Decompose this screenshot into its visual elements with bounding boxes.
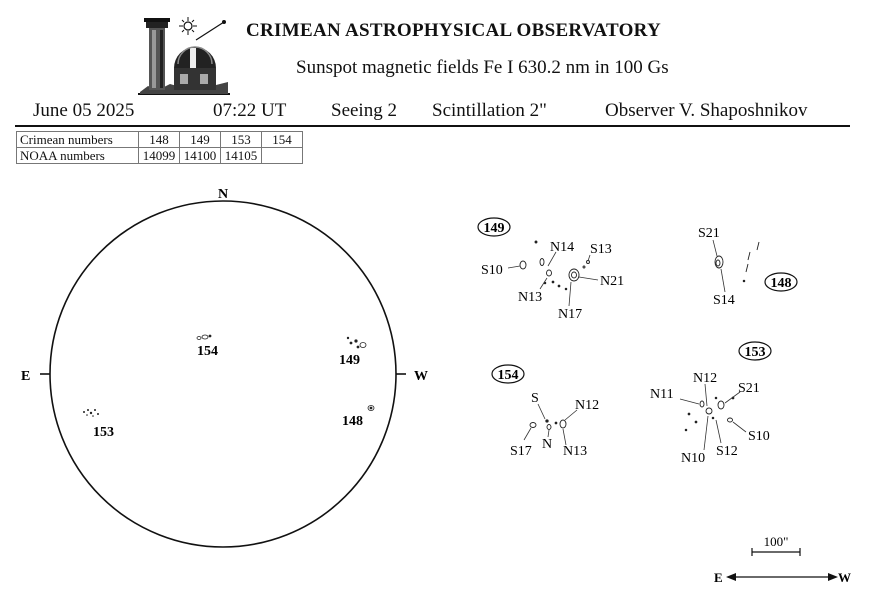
observer-name: Observer V. Shaposhnikov [605,100,808,121]
panel-154-label-s: S [531,391,539,406]
disk-region-153-label: 153 [93,425,114,440]
table-cell: 14099 [139,148,180,164]
panel-148 [698,226,797,308]
observation-time: 07:22 UT [213,100,287,121]
direction-arrow [714,570,851,585]
panel-154-number: 154 [497,368,519,383]
page-title: CRIMEAN ASTROPHYSICAL OBSERVATORY [246,20,662,41]
panel-149-label-n21: N21 [600,274,625,289]
table-cell: 148 [139,132,180,148]
west-label: W [414,369,428,384]
panel-154 [492,365,599,459]
disk-region-148-label: 148 [342,414,363,429]
disk-region-149-spots [347,337,366,348]
panel-148-label-s14: S14 [713,293,735,308]
panel-149-label-n14: N14 [550,240,575,255]
page-subtitle: Sunspot magnetic fields Fe I 630.2 nm in 100 Gs [296,57,669,78]
solar-disk [50,201,396,547]
panel-154-label-n: N [542,437,553,452]
disk-region-153-spots [83,409,99,417]
panel-153-label-n10: N10 [681,451,706,466]
panel-153-number: 153 [744,345,766,360]
north-label: N [218,187,229,202]
seeing-value: Seeing 2 [331,100,397,121]
panel-149-number: 149 [483,221,505,236]
table-cell: 153 [221,132,262,148]
panel-153-label-s21: S21 [738,381,760,396]
panel-149-label-s13: S13 [590,242,612,257]
panel-154-label-s17: S17 [510,444,532,459]
panel-153-label-s10: S10 [748,429,770,444]
east-label: E [21,369,31,384]
observation-date: June 05 2025 [33,100,135,121]
panel-149-label-n13: N13 [518,290,543,305]
disk-region-154-spots [197,335,211,340]
table-cell: 149 [180,132,221,148]
panel-154-label-n12: N12 [575,398,600,413]
scintillation-value: Scintillation 2" [432,100,547,121]
table-cell: 154 [262,132,303,148]
disk-region-148-spots [368,406,374,411]
table-cell: 14105 [221,148,262,164]
scale-bar [752,534,800,556]
panel-154-spots [530,420,566,430]
direction-east-label: E [714,570,723,585]
disk-region-149-label: 149 [339,353,360,368]
row-label: NOAA numbers [17,148,139,164]
panel-153 [650,342,771,466]
panel-149-label-n17: N17 [558,307,583,322]
table-cell: 14100 [180,148,221,164]
panel-149-label-s10: S10 [481,263,503,278]
panel-148-label-s21: S21 [698,226,720,241]
panel-153-label-n12: N12 [693,371,718,386]
panel-149 [478,218,624,322]
panel-153-label-n11: N11 [650,387,674,402]
direction-west-label: W [838,570,851,585]
disk-region-154-label: 154 [197,344,218,359]
panel-154-label-n13: N13 [563,444,588,459]
panel-148-number: 148 [770,276,792,291]
row-label: Crimean numbers [17,132,139,148]
panel-153-label-s12: S12 [716,444,738,459]
scale-bar-label: 100" [763,534,789,549]
panel-148-spots [715,242,759,282]
